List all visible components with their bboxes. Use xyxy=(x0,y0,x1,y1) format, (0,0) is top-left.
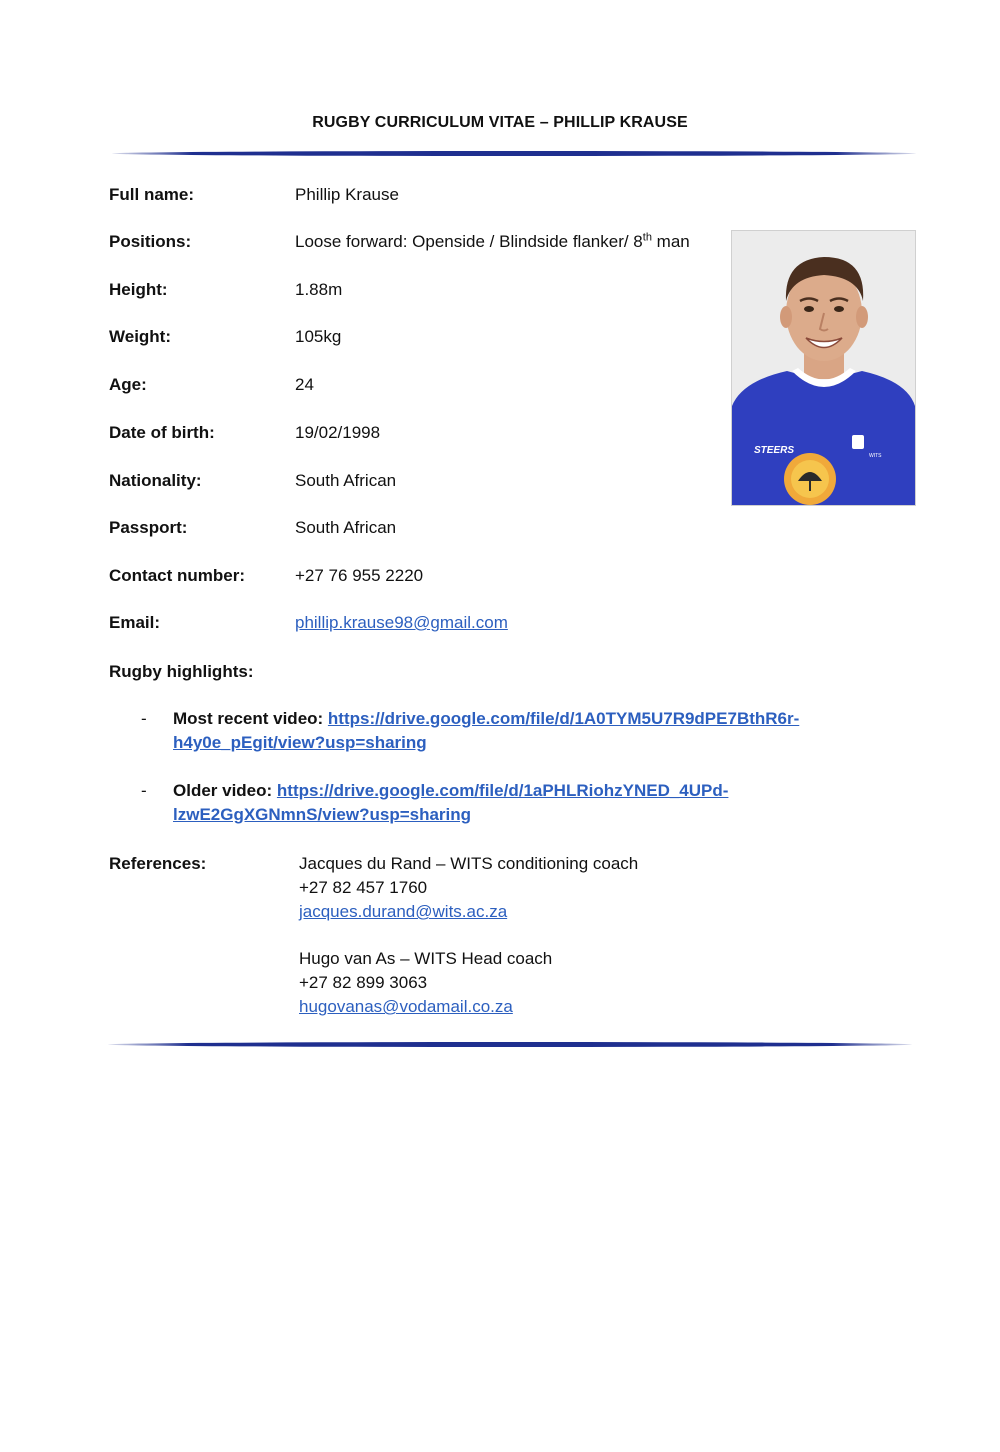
bottom-divider xyxy=(108,1042,912,1047)
svg-text:WITS: WITS xyxy=(869,453,882,459)
reference-entry xyxy=(299,852,638,924)
highlights-label: Rugby highlights: xyxy=(109,662,254,681)
positions-value: Loose forward: Openside / Blindside flanker/ 8th man xyxy=(295,231,690,251)
profile-photo xyxy=(731,230,916,506)
height-value: 1.88m xyxy=(295,280,343,299)
most-recent-video-link[interactable]: https://drive.google.com/file/d/1A0TYM5U7R9dPE7BthR6r- xyxy=(327,709,800,728)
email-link[interactable]: phillip.krause98@gmail.com xyxy=(295,613,508,632)
bullet-dash: - xyxy=(141,781,147,800)
dob-label: Date of birth: xyxy=(109,423,215,442)
reference-phone: +27 82 457 1760 xyxy=(299,878,428,897)
age-label: Age: xyxy=(109,375,147,394)
reference-phone: +27 82 899 3063 xyxy=(299,973,428,992)
most-recent-video-link-cont[interactable]: h4y0e_pEgit/view?usp=sharing xyxy=(173,733,427,752)
nationality-label: Nationality: xyxy=(109,471,202,490)
nationality-value: South African xyxy=(295,471,397,490)
highlight-label: Older video: xyxy=(173,781,277,800)
full-name-label: Full name: xyxy=(109,185,195,204)
svg-text:STEERS: STEERS xyxy=(754,445,795,456)
positions-label: Positions: xyxy=(109,232,192,251)
references-label: References: xyxy=(109,854,207,873)
email-label: Email: xyxy=(109,613,161,632)
reference-name: Jacques du Rand – WITS conditioning coach xyxy=(299,854,639,873)
reference-entry xyxy=(299,947,552,1019)
passport-value: South African xyxy=(295,518,397,537)
older-video-link[interactable]: https://drive.google.com/file/d/1aPHLRiohzYNED_4UPd- xyxy=(276,781,729,800)
bullet-dash: - xyxy=(141,709,147,728)
weight-value: 105kg xyxy=(295,327,342,346)
older-video-link-cont[interactable]: lzwE2GgXGNmnS/view?usp=sharing xyxy=(173,805,472,824)
player-portrait-icon xyxy=(732,231,915,505)
passport-label: Passport: xyxy=(109,518,188,537)
highlight-label: Most recent video: xyxy=(173,709,328,728)
highlight-text xyxy=(173,707,873,755)
reference-email-link[interactable]: jacques.durand@wits.ac.za xyxy=(299,902,508,921)
reference-email-link[interactable]: hugovanas@vodamail.co.za xyxy=(299,997,513,1016)
contact-value: +27 76 955 2220 xyxy=(295,566,424,585)
highlight-text xyxy=(173,779,873,827)
age-value: 24 xyxy=(295,375,314,394)
document-title: RUGBY CURRICULUM VITAE – PHILLIP KRAUSE xyxy=(312,114,688,131)
full-name-value: Phillip Krause xyxy=(295,185,399,204)
dob-value: 19/02/1998 xyxy=(295,423,381,442)
top-divider xyxy=(112,151,916,156)
reference-name: Hugo van As – WITS Head coach xyxy=(299,949,553,968)
weight-label: Weight: xyxy=(109,327,172,346)
contact-label: Contact number: xyxy=(109,566,245,585)
height-label: Height: xyxy=(109,280,168,299)
